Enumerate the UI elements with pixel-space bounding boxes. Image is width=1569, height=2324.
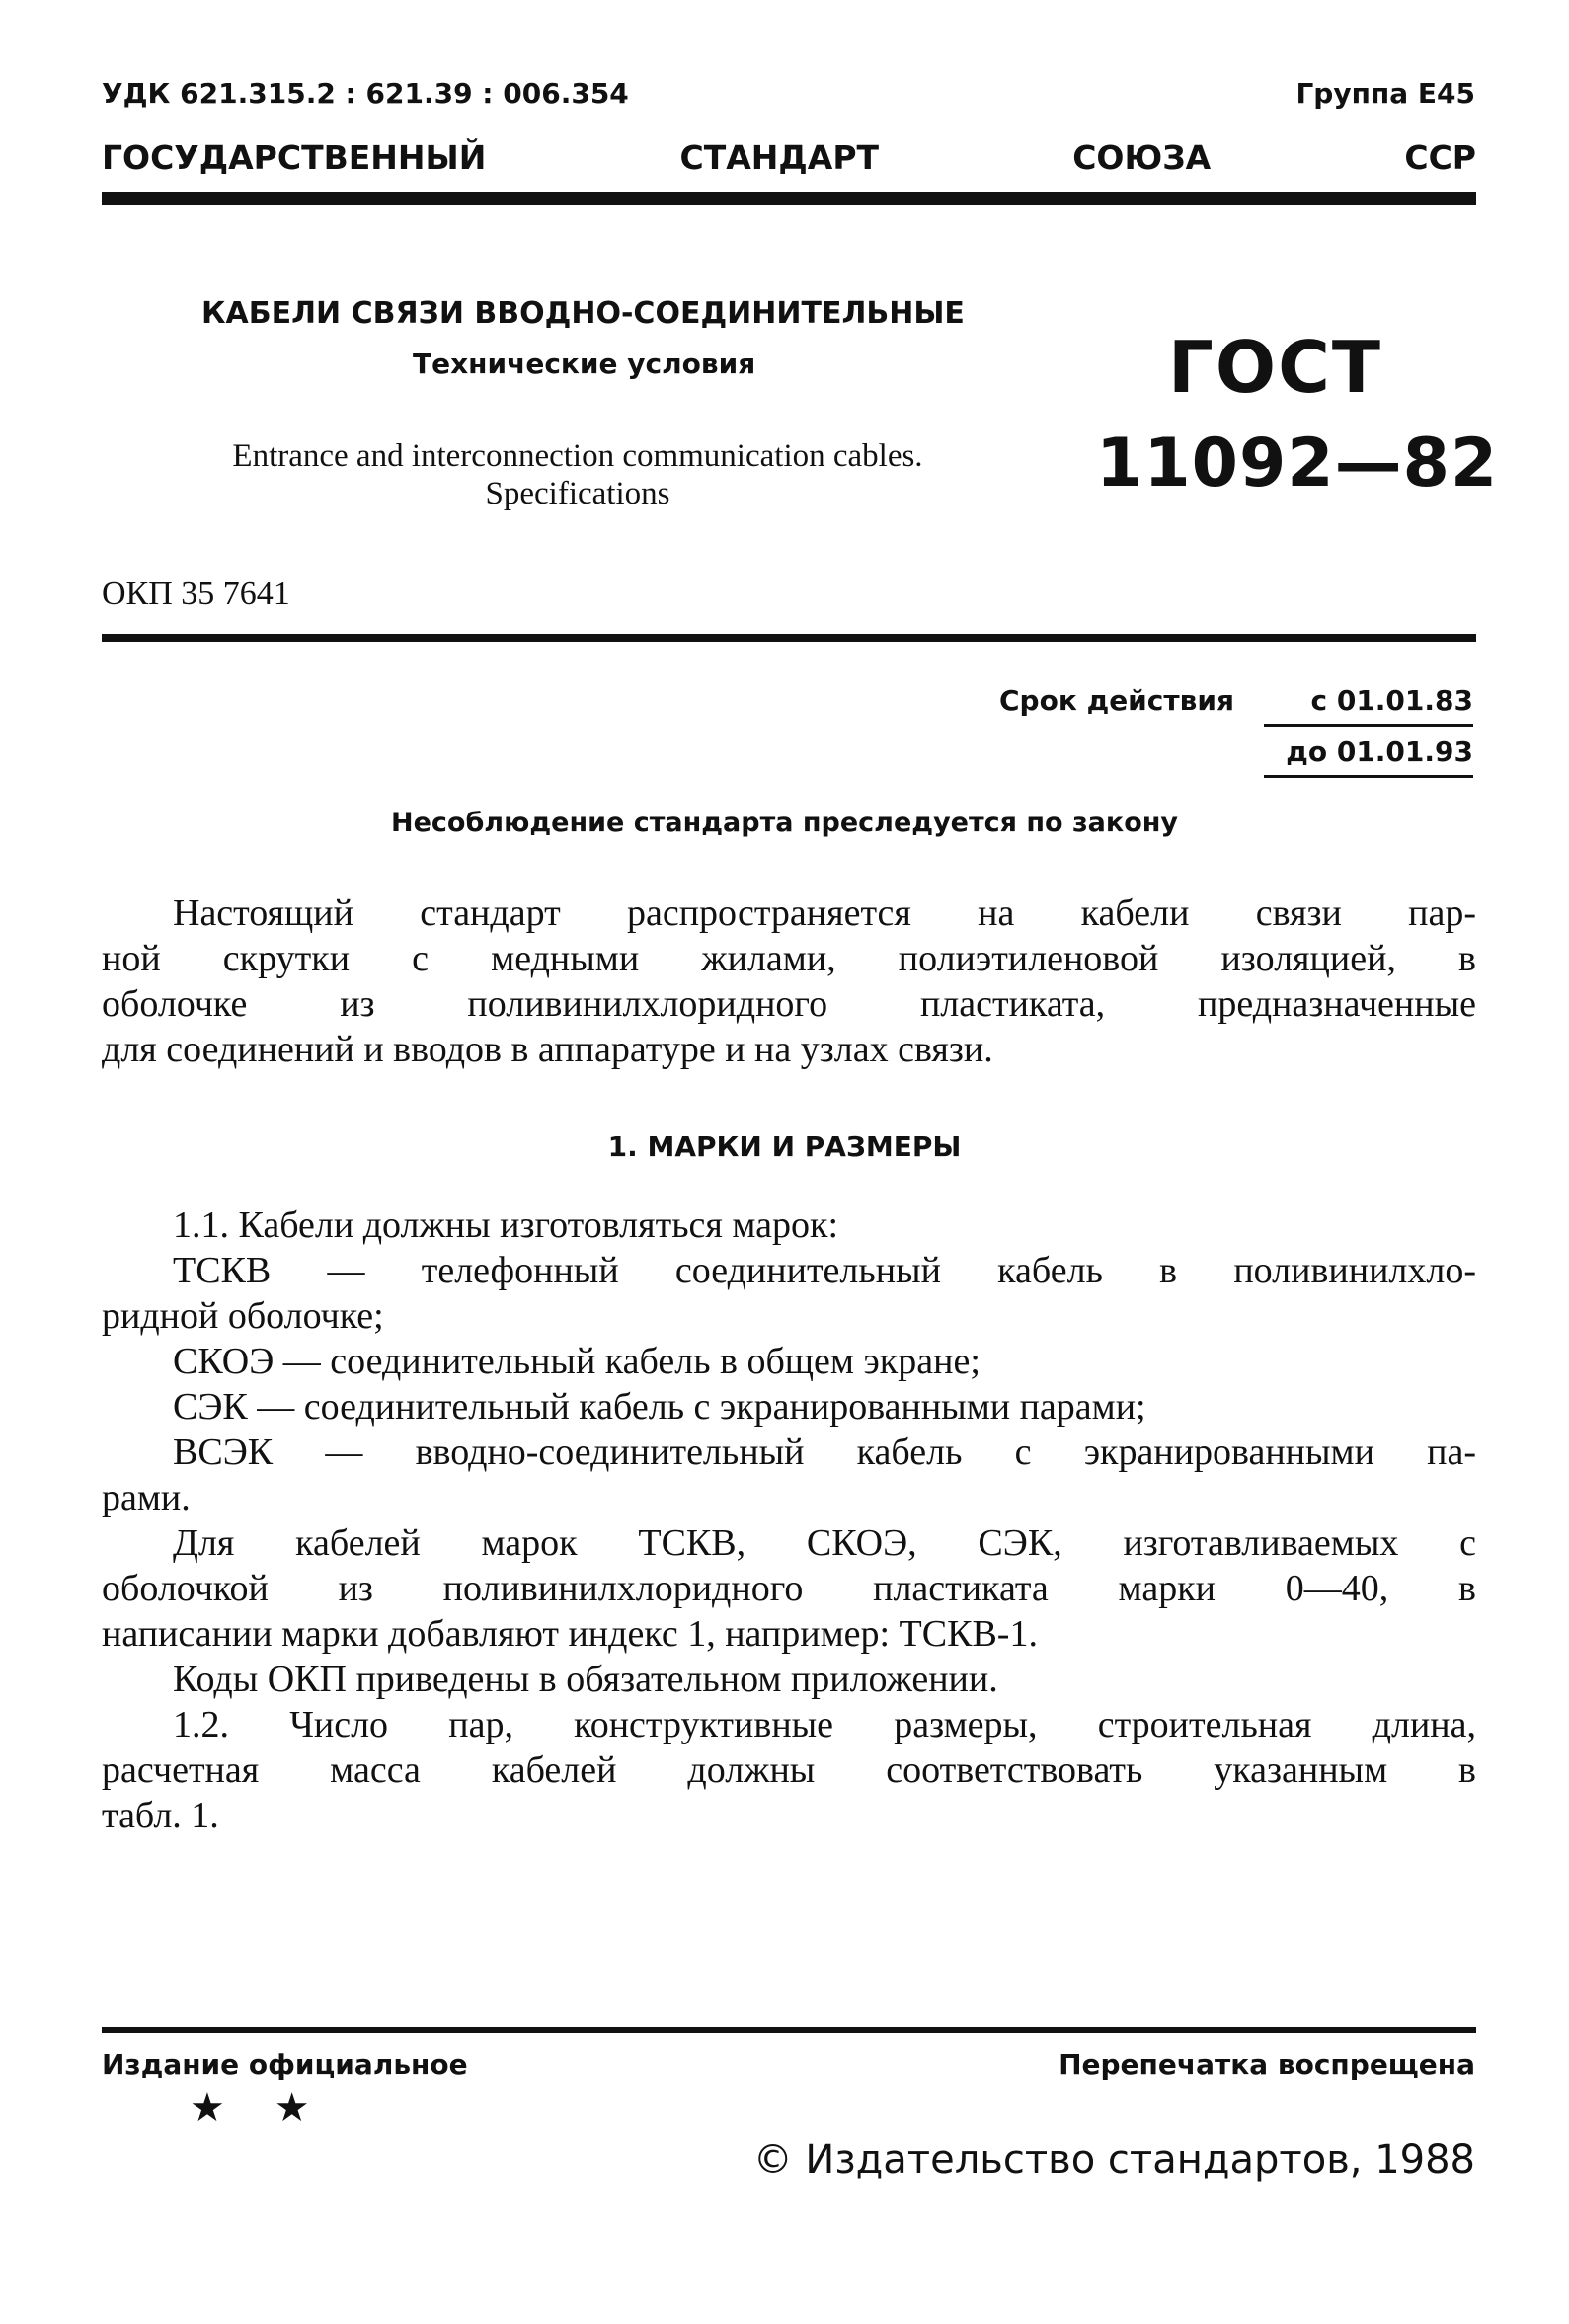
state-standard-banner [102,138,1476,177]
intro-paragraph [102,891,1476,1072]
text-line: СЭК — соединительный кабель с экранированными парами; [173,1386,1146,1428]
text-line: ТСКВ — телефонный соединительный кабель в поливинилхло- [173,1250,1476,1291]
udk-code: УДК 621.315.2 : 621.39 : 006.354 [102,77,629,110]
validity-underline [1264,724,1473,727]
state-standard-word: СТАНДАРТ [679,138,880,177]
text-line: ной скрутки с медными жилами, полиэтиленовой изоляцией, в [102,938,1476,979]
reprint-notice: Перепечатка воспрещена [1059,2049,1475,2081]
edition-label: Издание официальное [102,2049,468,2081]
text-line: оболочкой из поливинилхлоридного пластиката марки 0—40, в [102,1568,1476,1609]
okp-code: ОКП 35 7641 [102,576,290,612]
state-standard-word: ГОСУДАРСТВЕННЫЙ [102,138,487,177]
text-line: ВСЭК — вводно-соединительный кабель с экранированными па- [173,1432,1476,1473]
text-line: 1.2. Число пар, конструктивные размеры, строительная длина, [173,1704,1476,1745]
gost-number: 11092—82 [1096,425,1499,503]
english-title-line: Entrance and interconnection communication cables. [232,438,923,474]
gost-label: ГОСТ [1168,326,1383,409]
section-content [102,1202,1476,1838]
section-heading: 1. МАРКИ И РАЗМЕРЫ [607,1130,962,1163]
text-line: 1.1. Кабели должны изготовляться марок: [173,1204,839,1246]
copyright-notice: © Издательство стандартов, 1988 [752,2137,1475,2183]
document-subtitle: Технические условия [413,348,756,380]
footer-rule [102,2027,1476,2033]
group-code: Группа Е45 [1295,77,1475,110]
english-title-line: Specifications [485,476,670,511]
text-line: Коды ОКП приведены в обязательном приложении. [173,1659,998,1700]
title-rule [102,634,1476,642]
law-notice: Несоблюдение стандарта преследуется по закону [390,808,1179,838]
text-line: написании марки добавляют индекс 1, например: ТСКВ-1. [102,1613,1038,1655]
state-standard-word: ССР [1404,138,1476,177]
document-title: КАБЕЛИ СВЯЗИ ВВОДНО-СОЕДИНИТЕЛЬНЫЕ [201,296,965,331]
stars-mark: ★ ★ [190,2085,328,2130]
text-line: для соединений и вводов в аппаратуре и на узлах связи. [102,1029,993,1070]
text-line: оболочке из поливинилхлоридного пластиката, предназначенные [102,983,1476,1025]
text-line: расчетная масса кабелей должны соответствовать указанным в [102,1749,1476,1791]
validity-label: Срок действия [999,684,1234,717]
text-line: СКОЭ — соединительный кабель в общем экране; [173,1341,981,1382]
state-standard-word: СОЮЗА [1072,138,1212,177]
validity-from: с 01.01.83 [1310,684,1473,717]
validity-underline [1264,775,1473,778]
english-title [148,437,1007,512]
header-rule [102,192,1476,205]
text-line: табл. 1. [102,1795,219,1836]
text-line: ридной оболочке; [102,1295,384,1337]
text-line: Настоящий стандарт распространяется на кабели связи пар- [173,892,1476,934]
text-line: рами. [102,1477,191,1518]
text-line: Для кабелей марок ТСКВ, СКОЭ, СЭК, изготавливаемых с [173,1522,1476,1564]
validity-to: до 01.01.93 [1286,736,1473,768]
